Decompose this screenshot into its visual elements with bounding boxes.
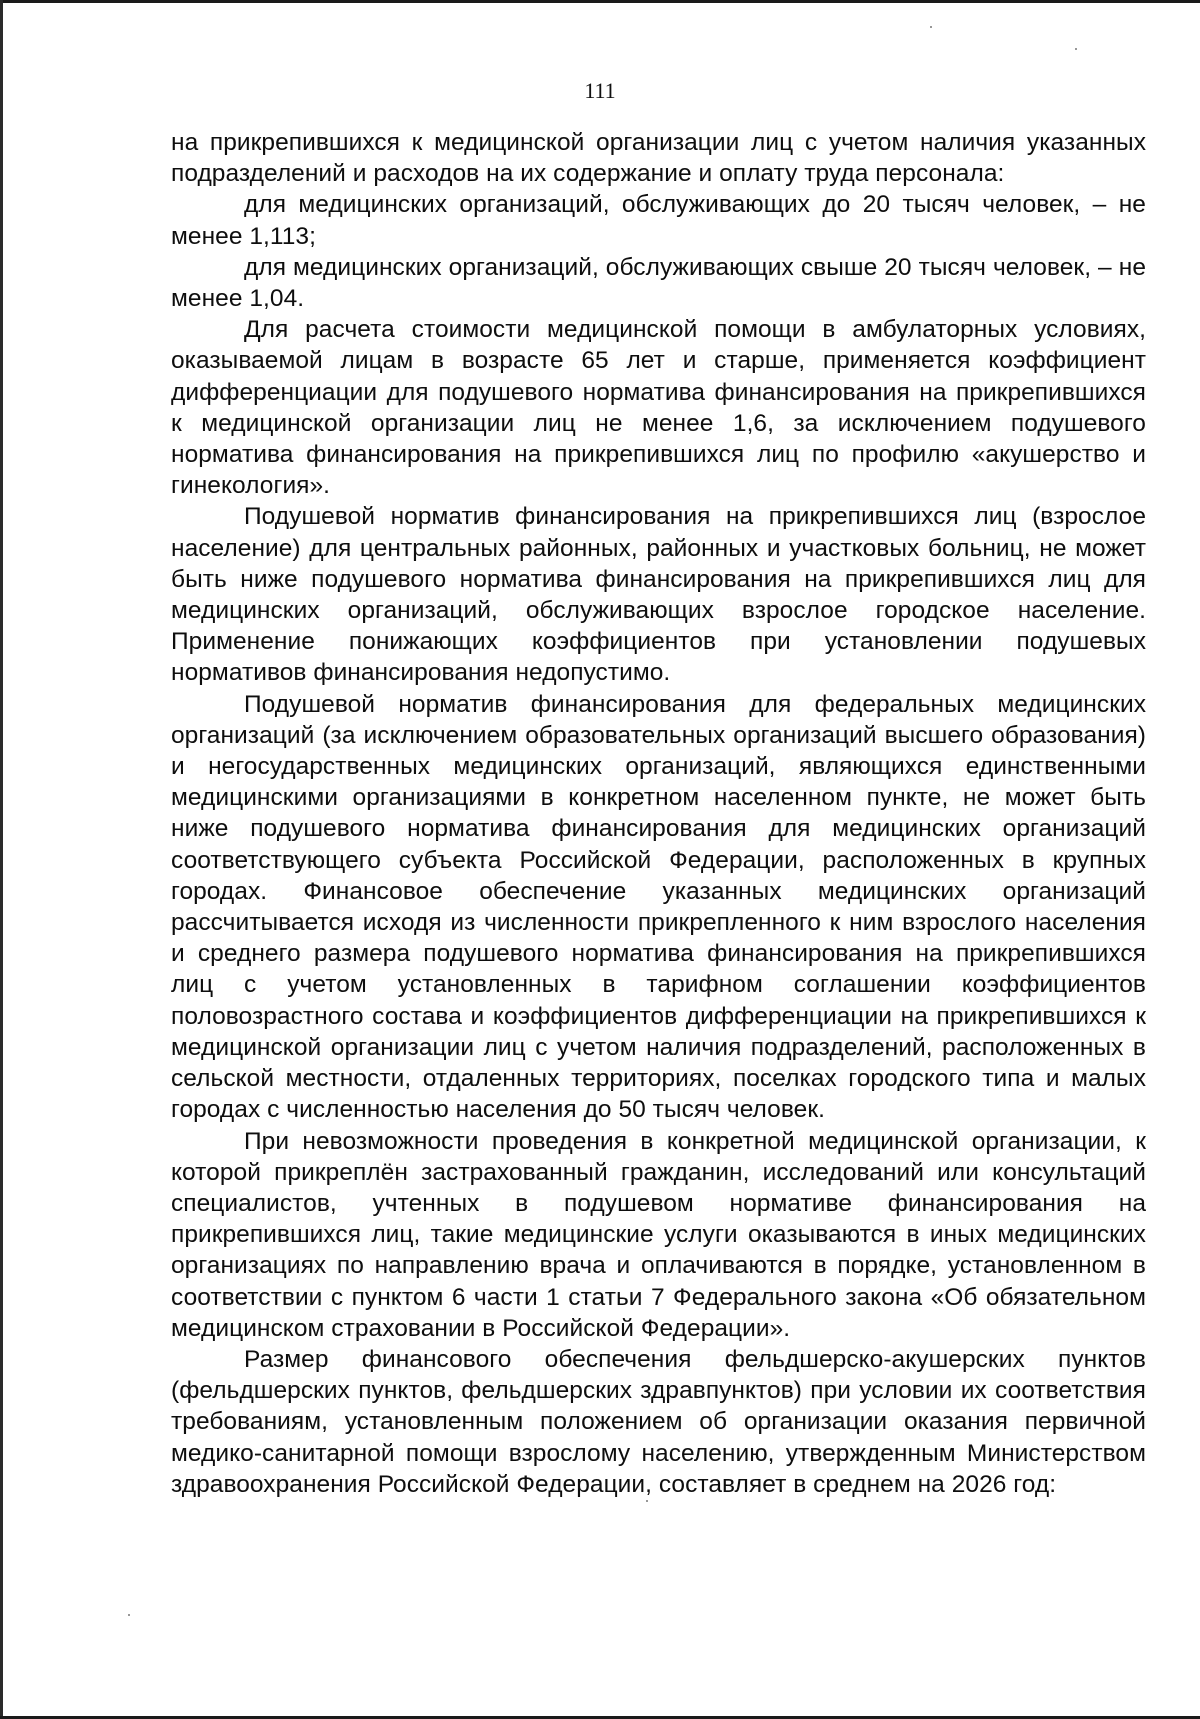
paragraph: для медицинских организаций, обслуживающих до 20 тысяч человек, – не менее 1,113; — [171, 191, 1146, 250]
paragraph: При невозможности проведения в конкретной медицинской организации, к которой прикреплён застрахованный гражданин, исследований или консультаций специалистов, учтенных в подушевом нормативе финансирования на прикрепившихся лиц, такие медицинские услуги оказываются в иных медицинских организациях по направлению врача и оплачиваются в порядке, установленном в соответствии с пунктом 6 части 1 статьи 7 Федерального закона «Об обязательном медицинском страховании в Российской Федерации». — [171, 1127, 1146, 1342]
paragraph: Размер финансового обеспечения фельдшерско-акушерских пунктов (фельдшерских пунктов, фельдшерских здравпунктов) при условии их соответствия требованиям, установленным положением об организации оказания первичной медико-санитарной помощи взрослому населению, утвержденным Министерством здравоохранения Российской Федерации, составляет в среднем на 2026 год: — [171, 1345, 1146, 1498]
scan-speck — [646, 1500, 648, 1502]
page-number: 111 — [584, 78, 616, 103]
scan-speck — [1075, 48, 1077, 50]
paragraph: Для расчета стоимости медицинской помощи в амбулаторных условиях, оказываемой лицам в возрасте 65 лет и старше, применяется коэффициент дифференциации для подушевого норматива финансирования на прикрепившихся к медицинской организации лиц не менее 1,6, за исключением подушевого норматива финансирования на прикрепившихся лиц по профилю «акушерство и гинекология». — [171, 316, 1146, 500]
document-body — [171, 127, 1146, 1500]
paragraph: для медицинских организаций, обслуживающих свыше 20 тысяч человек, – не менее 1,04. — [171, 253, 1146, 313]
paragraph: Подушевой норматив финансирования для федеральных медицинских организаций (за исключением образовательных организаций высшего образования) и негосударственных медицинских организаций, являющихся единственными медицинскими организациями в конкретном населенном пункте, не может быть ниже подушевого норматива финансирования для медицинских организаций соответствующего субъекта Российской Федерации, расположенных в крупных городах. Финансовое обеспечение указанных медицинских организаций рассчитывается исходя из численности прикрепленного к ним взрослого населения и среднего размера подушевого норматива финансирования на прикрепившихся лиц с учетом установленных в тарифном соглашении коэффициентов половозрастного состава и коэффициентов дифференциации на прикрепившихся к медицинской организации лиц с учетом наличия подразделений, расположенных в сельской местности, отдаленных территориях, поселках городского типа и малых городах с численностью населения до 50 тысяч человек. — [171, 690, 1146, 1124]
scan-edge-top — [0, 0, 1200, 3]
paragraph: на прикрепившихся к медицинской организации лиц с учетом наличия указанных подразделений и расходов на их содержание и оплату труда персонала: — [171, 129, 1146, 188]
paragraph: Подушевой норматив финансирования на прикрепившихся лиц (взрослое население) для центральных районных, районных и участковых больниц, не может быть ниже подушевого норматива финансирования на прикрепившихся лиц для медицинских организаций, обслуживающих взрослое городское население. Применение понижающих коэффициентов при установлении подушевых нормативов финансирования недопустимо. — [171, 503, 1146, 687]
scan-speck — [128, 1614, 130, 1616]
scan-speck — [930, 26, 932, 28]
scan-edge-left — [0, 0, 3, 1719]
